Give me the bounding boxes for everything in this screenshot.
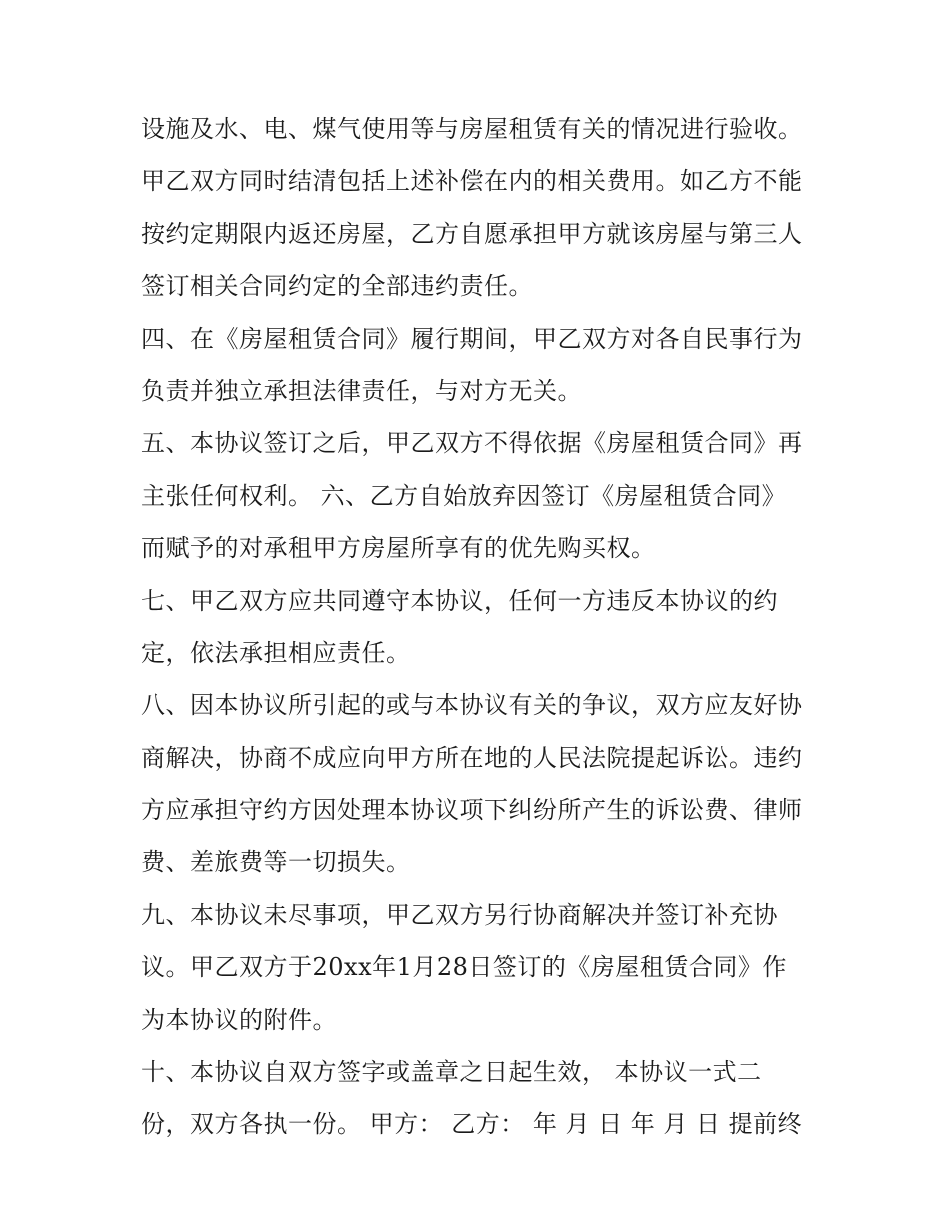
text-line: 为本协议的附件。 <box>141 1005 337 1034</box>
text-line: 十、本协议自双方签字或盖章之日起生效， 本协议一式二 <box>141 1058 762 1087</box>
text-line: 五、本协议签订之后，甲乙双方不得依据《房屋租赁合同》再 <box>141 429 803 458</box>
text-line: 而赋予的对承租甲方房屋所享有的优先购买权。 <box>141 534 656 563</box>
text-line: 四、在《房屋租赁合同》履行期间，甲乙双方对各自民事行为 <box>141 324 803 353</box>
text-line: 主张任何权利。 六、乙方自始放弃因签订《房屋租赁合同》 <box>141 481 787 510</box>
text-line: 七、甲乙双方应共同遵守本协议，任何一方违反本协议的约 <box>141 586 778 615</box>
text-line: 方应承担守约方因处理本协议项下纠纷所产生的诉讼费、律师 <box>141 796 803 825</box>
text-line: 议。甲乙双方于20xx年1月28日签订的《房屋租赁合同》作 <box>141 953 787 982</box>
text-line: 按约定期限内返还房屋，乙方自愿承担甲方就该房屋与第三人 <box>141 219 803 248</box>
text-line: 设施及水、电、煤气使用等与房屋租赁有关的情况进行验收。 <box>141 115 803 143</box>
text-line: 费、差旅费等一切损失。 <box>141 848 411 877</box>
text-line: 商解决，协商不成应向甲方所在地的人民法院提起诉讼。违约 <box>141 743 803 772</box>
text-line: 九、本协议未尽事项，甲乙双方另行协商解决并签订补充协 <box>141 900 778 929</box>
text-line: 甲乙双方同时结清包括上述补偿在内的相关费用。如乙方不能 <box>141 167 803 196</box>
text-line: 签订相关合同约定的全部违约责任。 <box>141 272 533 301</box>
text-line: 八、因本协议所引起的或与本协议有关的争议，双方应友好协 <box>141 691 803 720</box>
text-line: 定，依法承担相应责任。 <box>141 638 411 667</box>
document-body <box>141 103 821 1151</box>
text-line: 负责并独立承担法律责任，与对方无关。 <box>141 376 582 405</box>
text-line: 份，双方各执一份。 甲方： 乙方： 年 月 日 年 月 日 提前终 <box>141 1110 803 1139</box>
